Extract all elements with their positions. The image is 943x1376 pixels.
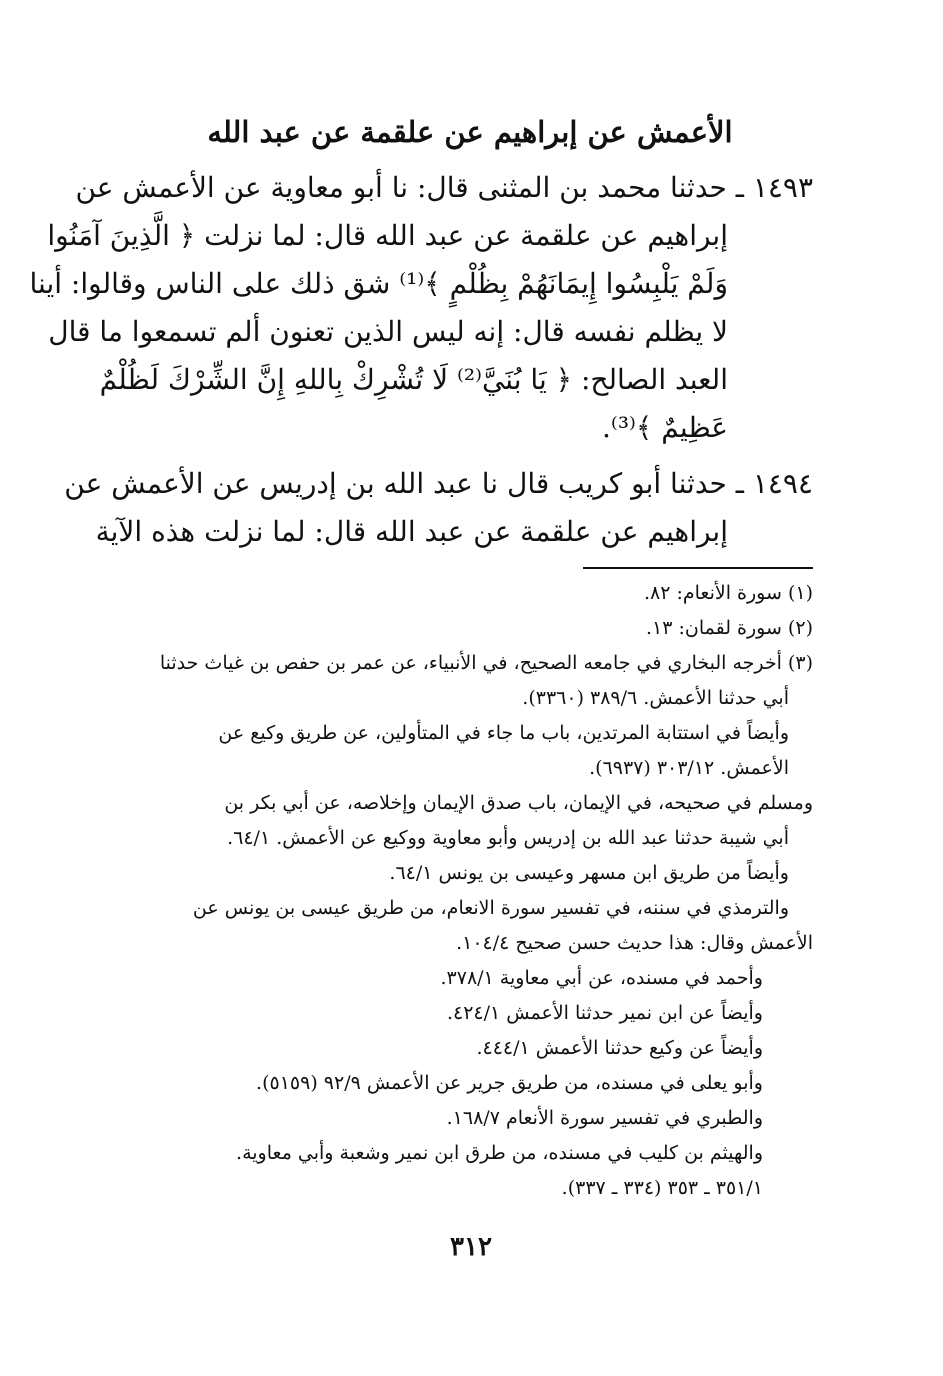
hadith-line: وَلَمْ يَلْبِسُوا إِيمَانَهُمْ بِظُلْمٍ ﴾⁽¹⁾ شق ذلك على الناس وقالوا: أينا — [29, 267, 728, 300]
chapter-title: الأعمش عن إبراهيم عن علقمة عن عبد الله — [207, 115, 733, 149]
hadith-1494 — [64, 460, 813, 556]
hadith-line: لا يظلم نفسه قال: إنه ليس الذين تعنون ألم تسمعوا ما قال — [48, 315, 728, 348]
footnote-line: أبي حدثنا الأعمش. ٣٨٩/٦ (٣٣٦٠). — [522, 687, 789, 709]
footnote-line: الأعمش. ٣٠٣/١٢ (٦٩٣٧). — [589, 757, 789, 779]
hadith-line: إبراهيم عن علقمة عن عبد الله قال: لما نزلت هذه الآية — [95, 515, 728, 548]
hadith-line: عَظِيمٌ ﴾⁽³⁾. — [602, 411, 728, 444]
footnote-line: (١) سورة الأنعام: ٨٢. — [643, 582, 813, 604]
hadith-1493 — [29, 164, 813, 452]
footnote-line: والهيثم بن كليب في مسنده، من طرق ابن نمير وشعبة وأبي معاوية. — [236, 1142, 763, 1164]
footnote-line: (٣) أخرجه البخاري في جامعه الصحيح، في الأنبياء، عن عمر بن حفص بن غياث حدثنا — [159, 652, 813, 674]
hadith-line: ١٤٩٤ ـ حدثنا أبو كريب قال نا عبد الله بن إدريس عن الأعمش عن — [64, 467, 813, 500]
footnote-line: (٢) سورة لقمان: ١٣. — [645, 617, 813, 639]
hadith-line: العبد الصالح: ﴿ يَا بُنَيَّ⁽²⁾ لَا تُشْرِكْ بِاللهِ إِنَّ الشِّرْكَ لَظُلْمٌ — [99, 363, 728, 396]
footnote-line: والترمذي في سننه، في تفسير سورة الانعام، من طريق عيسى بن يونس عن — [192, 897, 789, 919]
page-number: ٣١٢ — [450, 1232, 492, 1262]
hadith-line: إبراهيم عن علقمة عن عبد الله قال: لما نزلت ﴿ الَّذِينَ آمَنُوا — [47, 219, 728, 252]
footnote-line: والطبري في تفسير سورة الأنعام ١٦٨/٧. — [446, 1107, 763, 1129]
footnote-line: وأبو يعلى في مسنده، من طريق جرير عن الأعمش ٩٢/٩ (٥١٥٩). — [256, 1072, 763, 1094]
hadith-line: ١٤٩٣ ـ حدثنا محمد بن المثنى قال: نا أبو معاوية عن الأعمش عن — [75, 171, 813, 204]
footnote-line: وأحمد في مسنده، عن أبي معاوية ٣٧٨/١. — [440, 967, 763, 989]
footnote-line: الأعمش وقال: هذا حديث حسن صحيح ١٠٤/٤. — [456, 932, 813, 954]
footnote-line: وأيضاً من طريق ابن مسهر وعيسى بن يونس ٦٤/١. — [389, 862, 789, 884]
footnotes — [113, 576, 813, 1206]
footnote-line: وأيضاً في استتابة المرتدين، باب ما جاء في المتأولين، عن طريق وكيع عن — [218, 722, 789, 744]
footnote-line: أبي شيبة حدثنا عبد الله بن إدريس وأبو معاوية ووكيع عن الأعمش. ٦٤/١. — [227, 827, 789, 849]
footnote-line: وأيضاً عن ابن نمير حدثنا الأعمش ٤٢٤/١. — [446, 1002, 763, 1024]
footnote-line: وأيضاً عن وكيع حدثنا الأعمش ٤٤٤/١. — [476, 1037, 763, 1059]
footnote-line: ومسلم في صحيحه، في الإيمان، باب صدق الإيمان وإخلاصه، عن أبي بكر بن — [224, 792, 813, 814]
footnote-line: ٣٥١/١ ـ ٣٥٣ (٣٣٤ ـ ٣٣٧). — [561, 1177, 763, 1199]
footnote-separator — [583, 567, 813, 569]
